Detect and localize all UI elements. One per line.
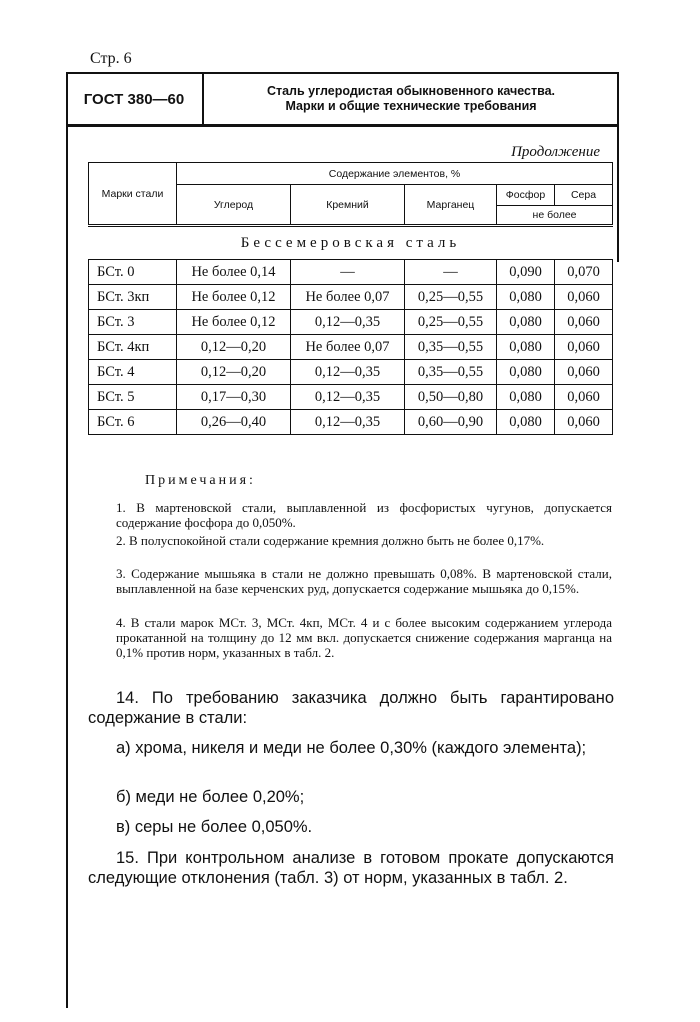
cell-phosphorus: 0,080 bbox=[497, 410, 555, 435]
cell-carbon: 0,12—0,20 bbox=[177, 335, 291, 360]
cell-manganese: 0,50—0,80 bbox=[405, 385, 497, 410]
cell-silicon: 0,12—0,35 bbox=[291, 310, 405, 335]
cell-mark: БСт. 5 bbox=[89, 385, 177, 410]
col-header-elements: Содержание элементов, % bbox=[177, 163, 613, 185]
cell-manganese: 0,35—0,55 bbox=[405, 335, 497, 360]
paragraph-14: 14. По требованию заказчика должно быть гарантировано содержание в стали: bbox=[88, 689, 614, 727]
cell-sulfur: 0,060 bbox=[555, 360, 613, 385]
note-2: 2. В полуспокойной стали содержание кремния должно быть не более 0,17%. bbox=[116, 533, 545, 548]
cell-manganese: — bbox=[405, 260, 497, 285]
cell-carbon: 0,12—0,20 bbox=[177, 360, 291, 385]
composition-table bbox=[88, 162, 612, 435]
cell-sulfur: 0,060 bbox=[555, 385, 613, 410]
cell-mark: БСт. 4 bbox=[89, 360, 177, 385]
col-header-manganese: Марганец bbox=[405, 185, 497, 226]
table-row bbox=[89, 285, 613, 310]
cell-mark: БСт. 3 bbox=[89, 310, 177, 335]
standard-title bbox=[204, 74, 618, 124]
cell-manganese: 0,35—0,55 bbox=[405, 360, 497, 385]
cell-silicon: 0,12—0,35 bbox=[291, 360, 405, 385]
cell-silicon: 0,12—0,35 bbox=[291, 385, 405, 410]
cell-carbon: 0,17—0,30 bbox=[177, 385, 291, 410]
col-header-phosphorus: Фосфор bbox=[497, 185, 555, 206]
paragraph-14-item-c: в) серы не более 0,050%. bbox=[116, 818, 313, 836]
table-row bbox=[89, 385, 613, 410]
continuation-label: Продолжение bbox=[511, 144, 600, 160]
col-header-silicon: Кремний bbox=[291, 185, 405, 226]
cell-sulfur: 0,060 bbox=[555, 285, 613, 310]
standard-code: ГОСТ 380—60 bbox=[66, 74, 204, 124]
cell-sulfur: 0,070 bbox=[555, 260, 613, 285]
paragraph-14-item-a: а) хрома, никеля и меди не более 0,30% (каждого элемента); bbox=[116, 739, 587, 757]
cell-sulfur: 0,060 bbox=[555, 310, 613, 335]
cell-silicon: Не более 0,07 bbox=[291, 285, 405, 310]
cell-carbon: 0,26—0,40 bbox=[177, 410, 291, 435]
standard-title-line-1: Сталь углеродистая обыкновенного качества. bbox=[266, 84, 556, 98]
cell-carbon: Не более 0,12 bbox=[177, 310, 291, 335]
cell-sulfur: 0,060 bbox=[555, 410, 613, 435]
cell-silicon: Не более 0,07 bbox=[291, 335, 405, 360]
note-3: 3. Содержание мышьяка в стали не должно превышать 0,08%. В мартеновской стали, выплавленной на базе керченских руд, допускается содержание мышьяка до 0,15%. bbox=[116, 566, 612, 596]
page-number: Стр. 6 bbox=[90, 50, 132, 67]
cell-phosphorus: 0,080 bbox=[497, 360, 555, 385]
note-1: 1. В мартеновской стали, выплавленной из фосфористых чугунов, допускается содержание фосфора до 0,050%. bbox=[116, 500, 612, 530]
cell-mark: БСт. 4кп bbox=[89, 335, 177, 360]
cell-manganese: 0,60—0,90 bbox=[405, 410, 497, 435]
cell-mark: БСт. 3кп bbox=[89, 285, 177, 310]
note-4: 4. В стали марок МСт. 3, МСт. 4кп, МСт. 4 и с более высоким содержанием углерода прокатанной на толщину до 12 мм вкл. допускается снижение содержания марганца на 0,1% против норм, указанных в табл. 2. bbox=[116, 615, 612, 660]
standard-title-line-2: Марки и общие технические требования bbox=[285, 99, 537, 113]
cell-manganese: 0,25—0,55 bbox=[405, 285, 497, 310]
frame-left-rule bbox=[66, 72, 68, 1008]
cell-phosphorus: 0,080 bbox=[497, 385, 555, 410]
col-header-carbon: Углерод bbox=[177, 185, 291, 226]
paragraph-15: 15. При контрольном анализе в готовом прокате допускаются следующие отклонения (табл. 3) от норм, указанных в табл. 2. bbox=[88, 849, 614, 887]
cell-phosphorus: 0,080 bbox=[497, 335, 555, 360]
table-row bbox=[89, 310, 613, 335]
col-header-not-more: не более bbox=[497, 206, 613, 226]
paragraph-14-item-b: б) меди не более 0,20%; bbox=[116, 788, 305, 806]
cell-manganese: 0,25—0,55 bbox=[405, 310, 497, 335]
table-row bbox=[89, 360, 613, 385]
cell-silicon: — bbox=[291, 260, 405, 285]
table-row bbox=[89, 410, 613, 435]
cell-silicon: 0,12—0,35 bbox=[291, 410, 405, 435]
cell-carbon: Не более 0,14 bbox=[177, 260, 291, 285]
cell-carbon: Не более 0,12 bbox=[177, 285, 291, 310]
table-row bbox=[89, 335, 613, 360]
cell-sulfur: 0,060 bbox=[555, 335, 613, 360]
cell-phosphorus: 0,080 bbox=[497, 285, 555, 310]
cell-phosphorus: 0,090 bbox=[497, 260, 555, 285]
table-row bbox=[89, 260, 613, 285]
section-title: Бессемеровская сталь bbox=[89, 226, 613, 260]
notes-title: Примечания: bbox=[145, 473, 256, 488]
cell-phosphorus: 0,080 bbox=[497, 310, 555, 335]
document-header bbox=[66, 72, 618, 127]
cell-mark: БСт. 0 bbox=[89, 260, 177, 285]
col-header-marks: Марки стали bbox=[89, 163, 177, 226]
col-header-sulfur: Сера bbox=[555, 185, 613, 206]
cell-mark: БСт. 6 bbox=[89, 410, 177, 435]
